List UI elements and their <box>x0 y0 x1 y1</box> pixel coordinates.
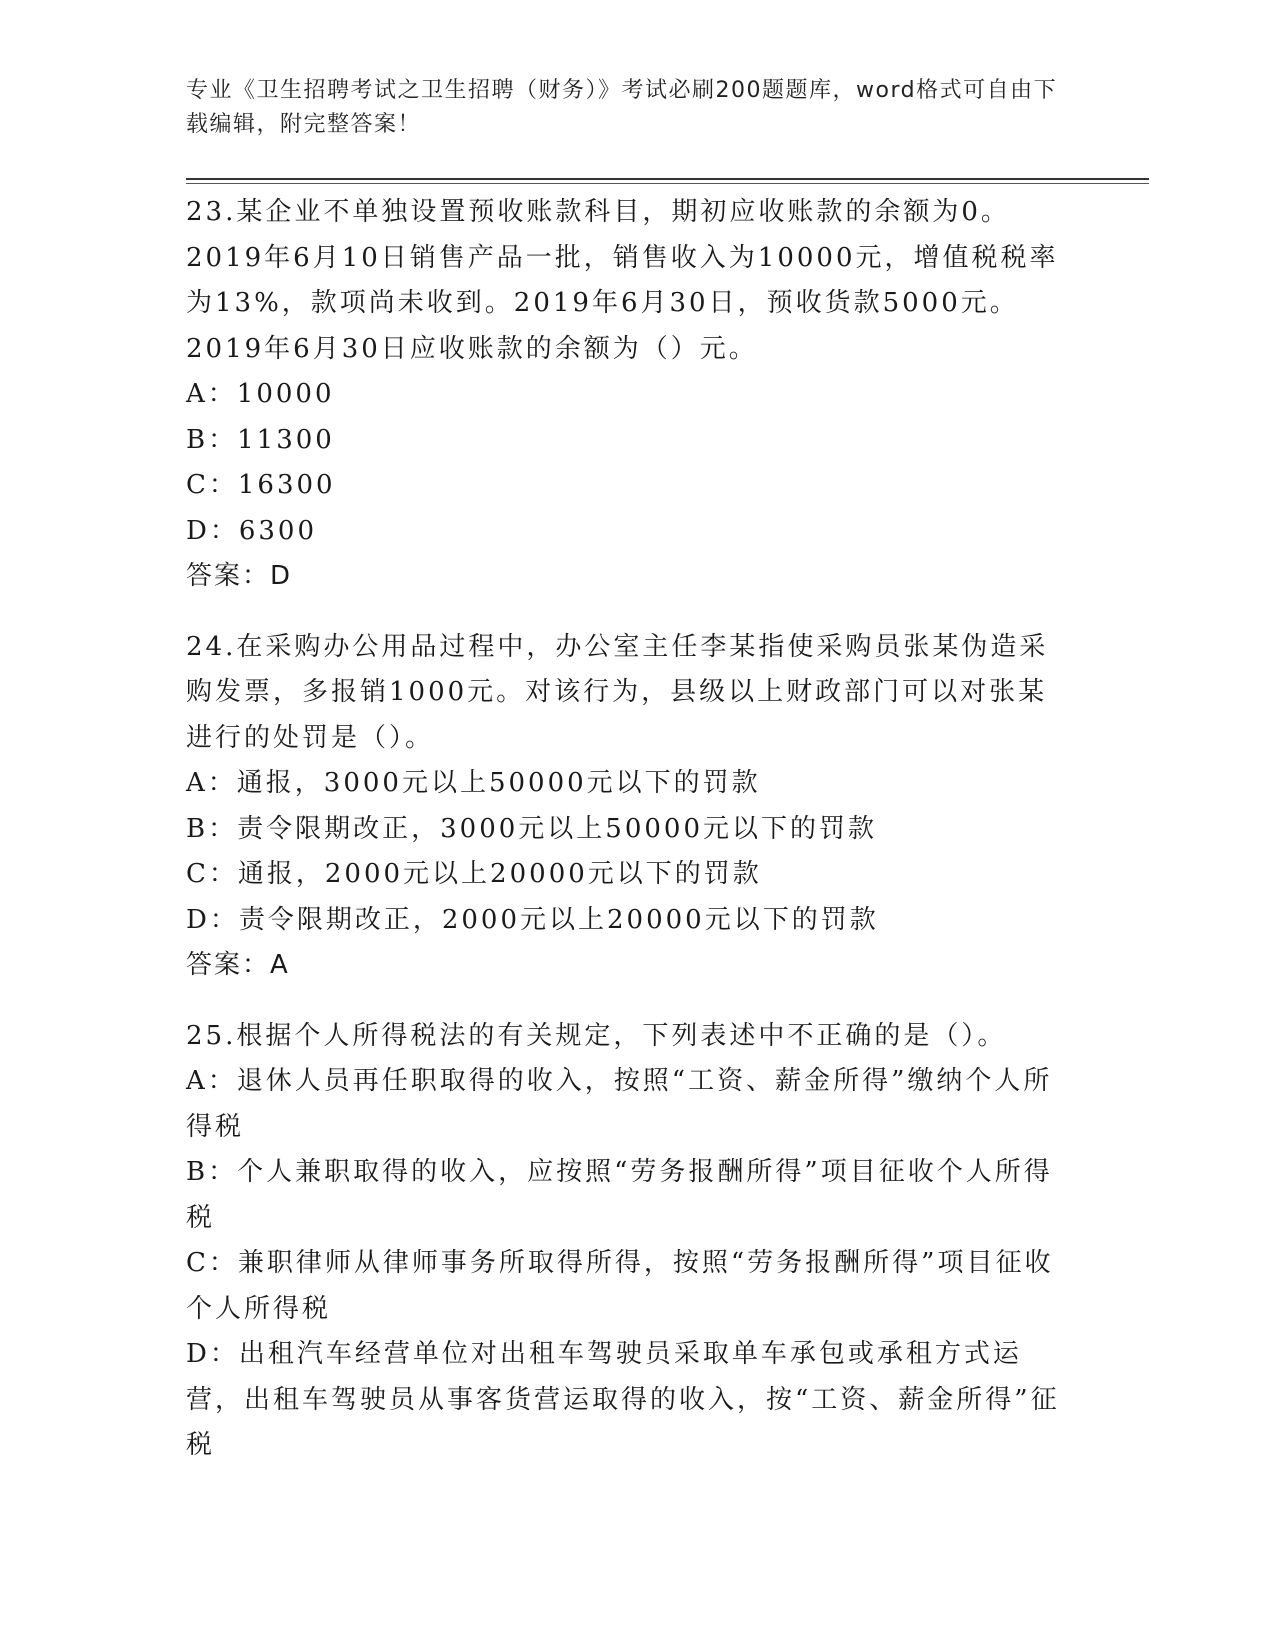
option-d: D：6300 <box>186 515 318 546</box>
option-a: A：退休人员再任职取得的收入，按照“工资、薪金所得”缴纳个人所得税 <box>186 1066 1053 1142</box>
option-a: A：10000 <box>186 379 335 409</box>
option-a: A：通报，3000元以上50000元以下的罚款 <box>186 768 761 798</box>
answer-label: 答案：D <box>186 561 293 591</box>
question-23 <box>186 190 1076 600</box>
option-b: B：11300 <box>186 424 335 455</box>
question-stem: 24.在采购办公用品过程中，办公室主任李某指使采购员张某伪造采购发票，多报销1000元。对该行为，县级以上财政部门可以对张某进行的处罚是（）。 <box>186 631 1049 753</box>
option-c: C：兼职律师从律师事务所取得所得，按照“劳务报酬所得”项目征收个人所得税 <box>186 1248 1054 1324</box>
question-list <box>186 190 1076 1494</box>
document-header: 专业《卫生招聘考试之卫生招聘（财务）》考试必刷200题题库，word格式可自由下载编辑，附完整答案！ <box>186 78 1058 137</box>
question-24 <box>186 625 1076 989</box>
header-divider-thin <box>186 183 1149 184</box>
option-d: D：出租汽车经营单位对出租车驾驶员采取单车承包或承租方式运营，出租车驾驶员从事客货营运取得的收入，按“工资、薪金所得”征税 <box>186 1339 1060 1460</box>
option-b: B：个人兼职取得的收入，应按照“劳务报酬所得”项目征收个人所得税 <box>186 1157 1053 1233</box>
option-b: B：责令限期改正，3000元以上50000元以下的罚款 <box>186 813 877 844</box>
question-stem: 23.某企业不单独设置预收账款科目，期初应收账款的余额为0。2019年6月10日销售产品一批，销售收入为10000元，增值税税率为13%，款项尚未收到。2019年6月30日，预收货款5000元。2019年6月30日应收账款的余额为（）元。 <box>186 197 1059 364</box>
option-c: C：通报，2000元以上20000元以下的罚款 <box>186 859 762 889</box>
option-d: D：责令限期改正，2000元以上20000元以下的罚款 <box>186 904 879 935</box>
header-divider-thick <box>186 178 1149 180</box>
answer-label: 答案：A <box>186 950 290 980</box>
option-c: C：16300 <box>186 470 336 500</box>
question-25 <box>186 1014 1076 1469</box>
question-stem: 25.根据个人所得税法的有关规定，下列表述中不正确的是（）。 <box>186 1020 1007 1051</box>
